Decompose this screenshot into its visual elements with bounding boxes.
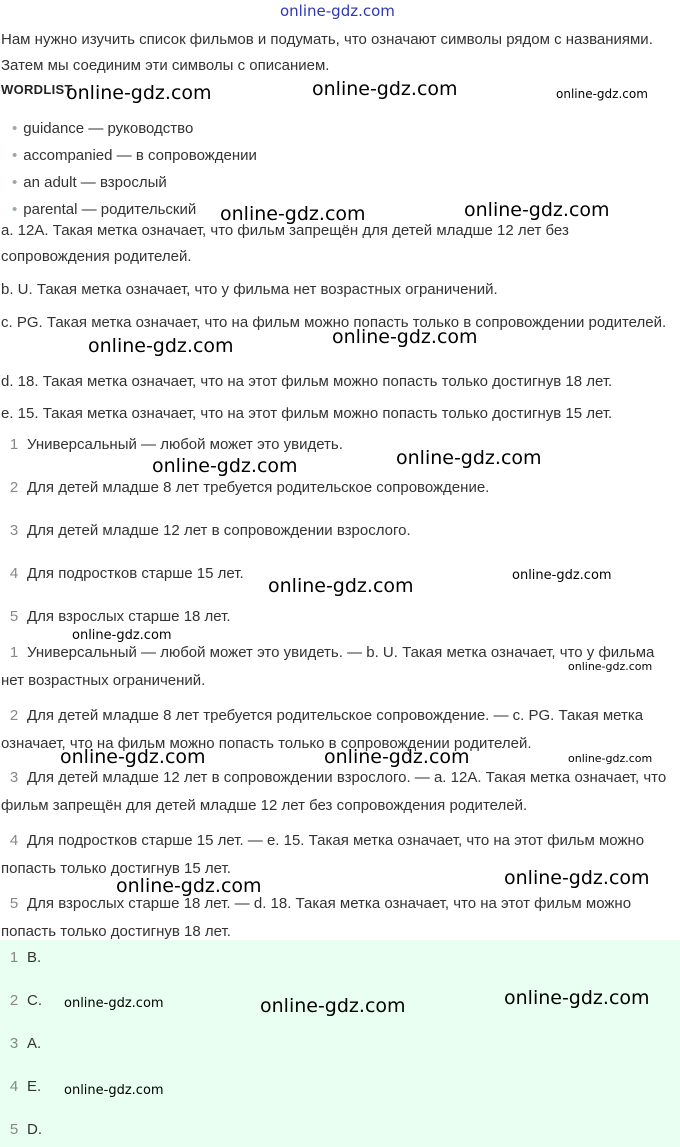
watermark: online-gdz.com [152, 455, 298, 477]
row-number: 3 [9, 1035, 19, 1052]
wordlist-item: • accompanied — в сопровождении [12, 142, 257, 169]
watermark: online-gdz.com [324, 746, 470, 768]
watermark: online-gdz.com [66, 82, 212, 104]
row-number: 4 [9, 565, 19, 582]
wordlist-item: • guidance — руководство [12, 115, 257, 142]
match-text: Для взрослых старше 18 лет. — d. 18. Такая метка означает, что на этот фильм можно попасть только достигнув 18 лет. [1, 895, 632, 940]
answer-text: C. [27, 992, 42, 1009]
description-text: Универсальный — любой может это увидеть. [27, 436, 343, 453]
description-row [1, 431, 677, 459]
description-text: Для детей младше 8 лет требуется родительское сопровождение. [27, 479, 490, 496]
row-number: 2 [9, 992, 19, 1009]
row-number: 5 [9, 608, 19, 625]
watermark: online-gdz.com [64, 1083, 164, 1098]
intro-text: Нам нужно изучить список фильмов и подумать, что означают символы рядом с названиями. Затем мы соединим эти символы с описанием. [1, 31, 653, 74]
watermark: online-gdz.com [88, 335, 234, 357]
row-number: 1 [9, 949, 19, 966]
row-number: 5 [9, 1121, 19, 1138]
watermark: online-gdz.com [220, 203, 366, 225]
label-b: b. U. Такая метка означает, что у фильма нет возрастных ограничений. [1, 281, 498, 298]
row-number: 4 [9, 1078, 19, 1095]
wordlist-item: • parental — родительский [12, 196, 257, 223]
wordlist-item: • an adult — взрослый [12, 169, 257, 196]
watermark: online-gdz.com [504, 867, 650, 889]
description-row [1, 474, 677, 502]
watermark: online-gdz.com [568, 752, 653, 765]
label-c: c. PG. Такая метка означает, что на фильм можно попасть только в сопровождении родителей. [1, 314, 667, 331]
watermark: online-gdz.com [556, 87, 648, 101]
watermark: online-gdz.com [504, 987, 650, 1009]
watermark: online-gdz.com [60, 746, 206, 768]
answer-box [0, 940, 680, 1147]
row-number: 2 [9, 707, 19, 724]
answer-row [1, 987, 42, 1015]
wordlist-heading: WORDLIST [1, 82, 73, 97]
match-row [1, 890, 677, 946]
description-text: Для детей младше 12 лет в сопровождении взрослого. [27, 522, 411, 539]
watermark: online-gdz.com [312, 78, 458, 100]
label-d: d. 18. Такая метка означает, что на этот фильм можно попасть только достигнув 18 лет. [1, 373, 613, 390]
watermark: online-gdz.com [280, 2, 395, 20]
description-text: Для подростков старше 15 лет. [27, 565, 244, 582]
watermark: online-gdz.com [260, 995, 406, 1017]
answer-row [1, 944, 41, 972]
row-number: 3 [9, 522, 19, 539]
row-number: 1 [9, 436, 19, 453]
watermark: online-gdz.com [72, 628, 172, 643]
watermark: online-gdz.com [116, 875, 262, 897]
match-row [1, 764, 677, 820]
description-text: Для взрослых старше 18 лет. [27, 608, 231, 625]
answer-row [1, 1116, 42, 1144]
match-text: Для детей младше 8 лет требуется родительское сопровождение. — c. PG. Такая метка означает, что на фильм можно попасть только в сопровождении родителей. [1, 707, 644, 752]
label-e: e. 15. Такая метка означает, что на этот фильм можно попасть только достигнув 15 лет. [1, 405, 613, 422]
description-row [1, 517, 677, 545]
row-number: 4 [9, 832, 19, 849]
answer-row [1, 1073, 41, 1101]
row-number: 1 [9, 644, 19, 661]
answer-text: B. [27, 949, 42, 966]
watermark: online-gdz.com [332, 326, 478, 348]
watermark: online-gdz.com [64, 996, 164, 1011]
row-number: 3 [9, 769, 19, 786]
match-text: Для подростков старше 15 лет. — e. 15. Такая метка означает, что на этот фильм можно попасть только достигнув 15 лет. [1, 832, 645, 877]
match-text: Для детей младше 12 лет в сопровождении взрослого. — a. 12A. Такая метка означает, что фильм запрещён для детей младше 12 лет без сопровождения родителей. [1, 769, 667, 814]
watermark: online-gdz.com [396, 447, 542, 469]
answer-row [1, 1030, 41, 1058]
row-number: 5 [9, 895, 19, 912]
row-number: 2 [9, 479, 19, 496]
answer-text: E. [27, 1078, 42, 1095]
description-row [1, 603, 677, 631]
label-a: a. 12A. Такая метка означает, что фильм запрещён для детей младше 12 лет без сопровождения родителей. [1, 222, 569, 265]
watermark: online-gdz.com [512, 568, 612, 583]
watermark: online-gdz.com [268, 575, 414, 597]
watermark: online-gdz.com [568, 660, 653, 673]
match-text: Универсальный — любой может это увидеть. — b. U. Такая метка означает, что у фильма нет возрастных ограничений. [1, 644, 655, 689]
answer-text: D. [27, 1121, 42, 1138]
watermark: online-gdz.com [464, 199, 610, 221]
answer-text: A. [27, 1035, 42, 1052]
